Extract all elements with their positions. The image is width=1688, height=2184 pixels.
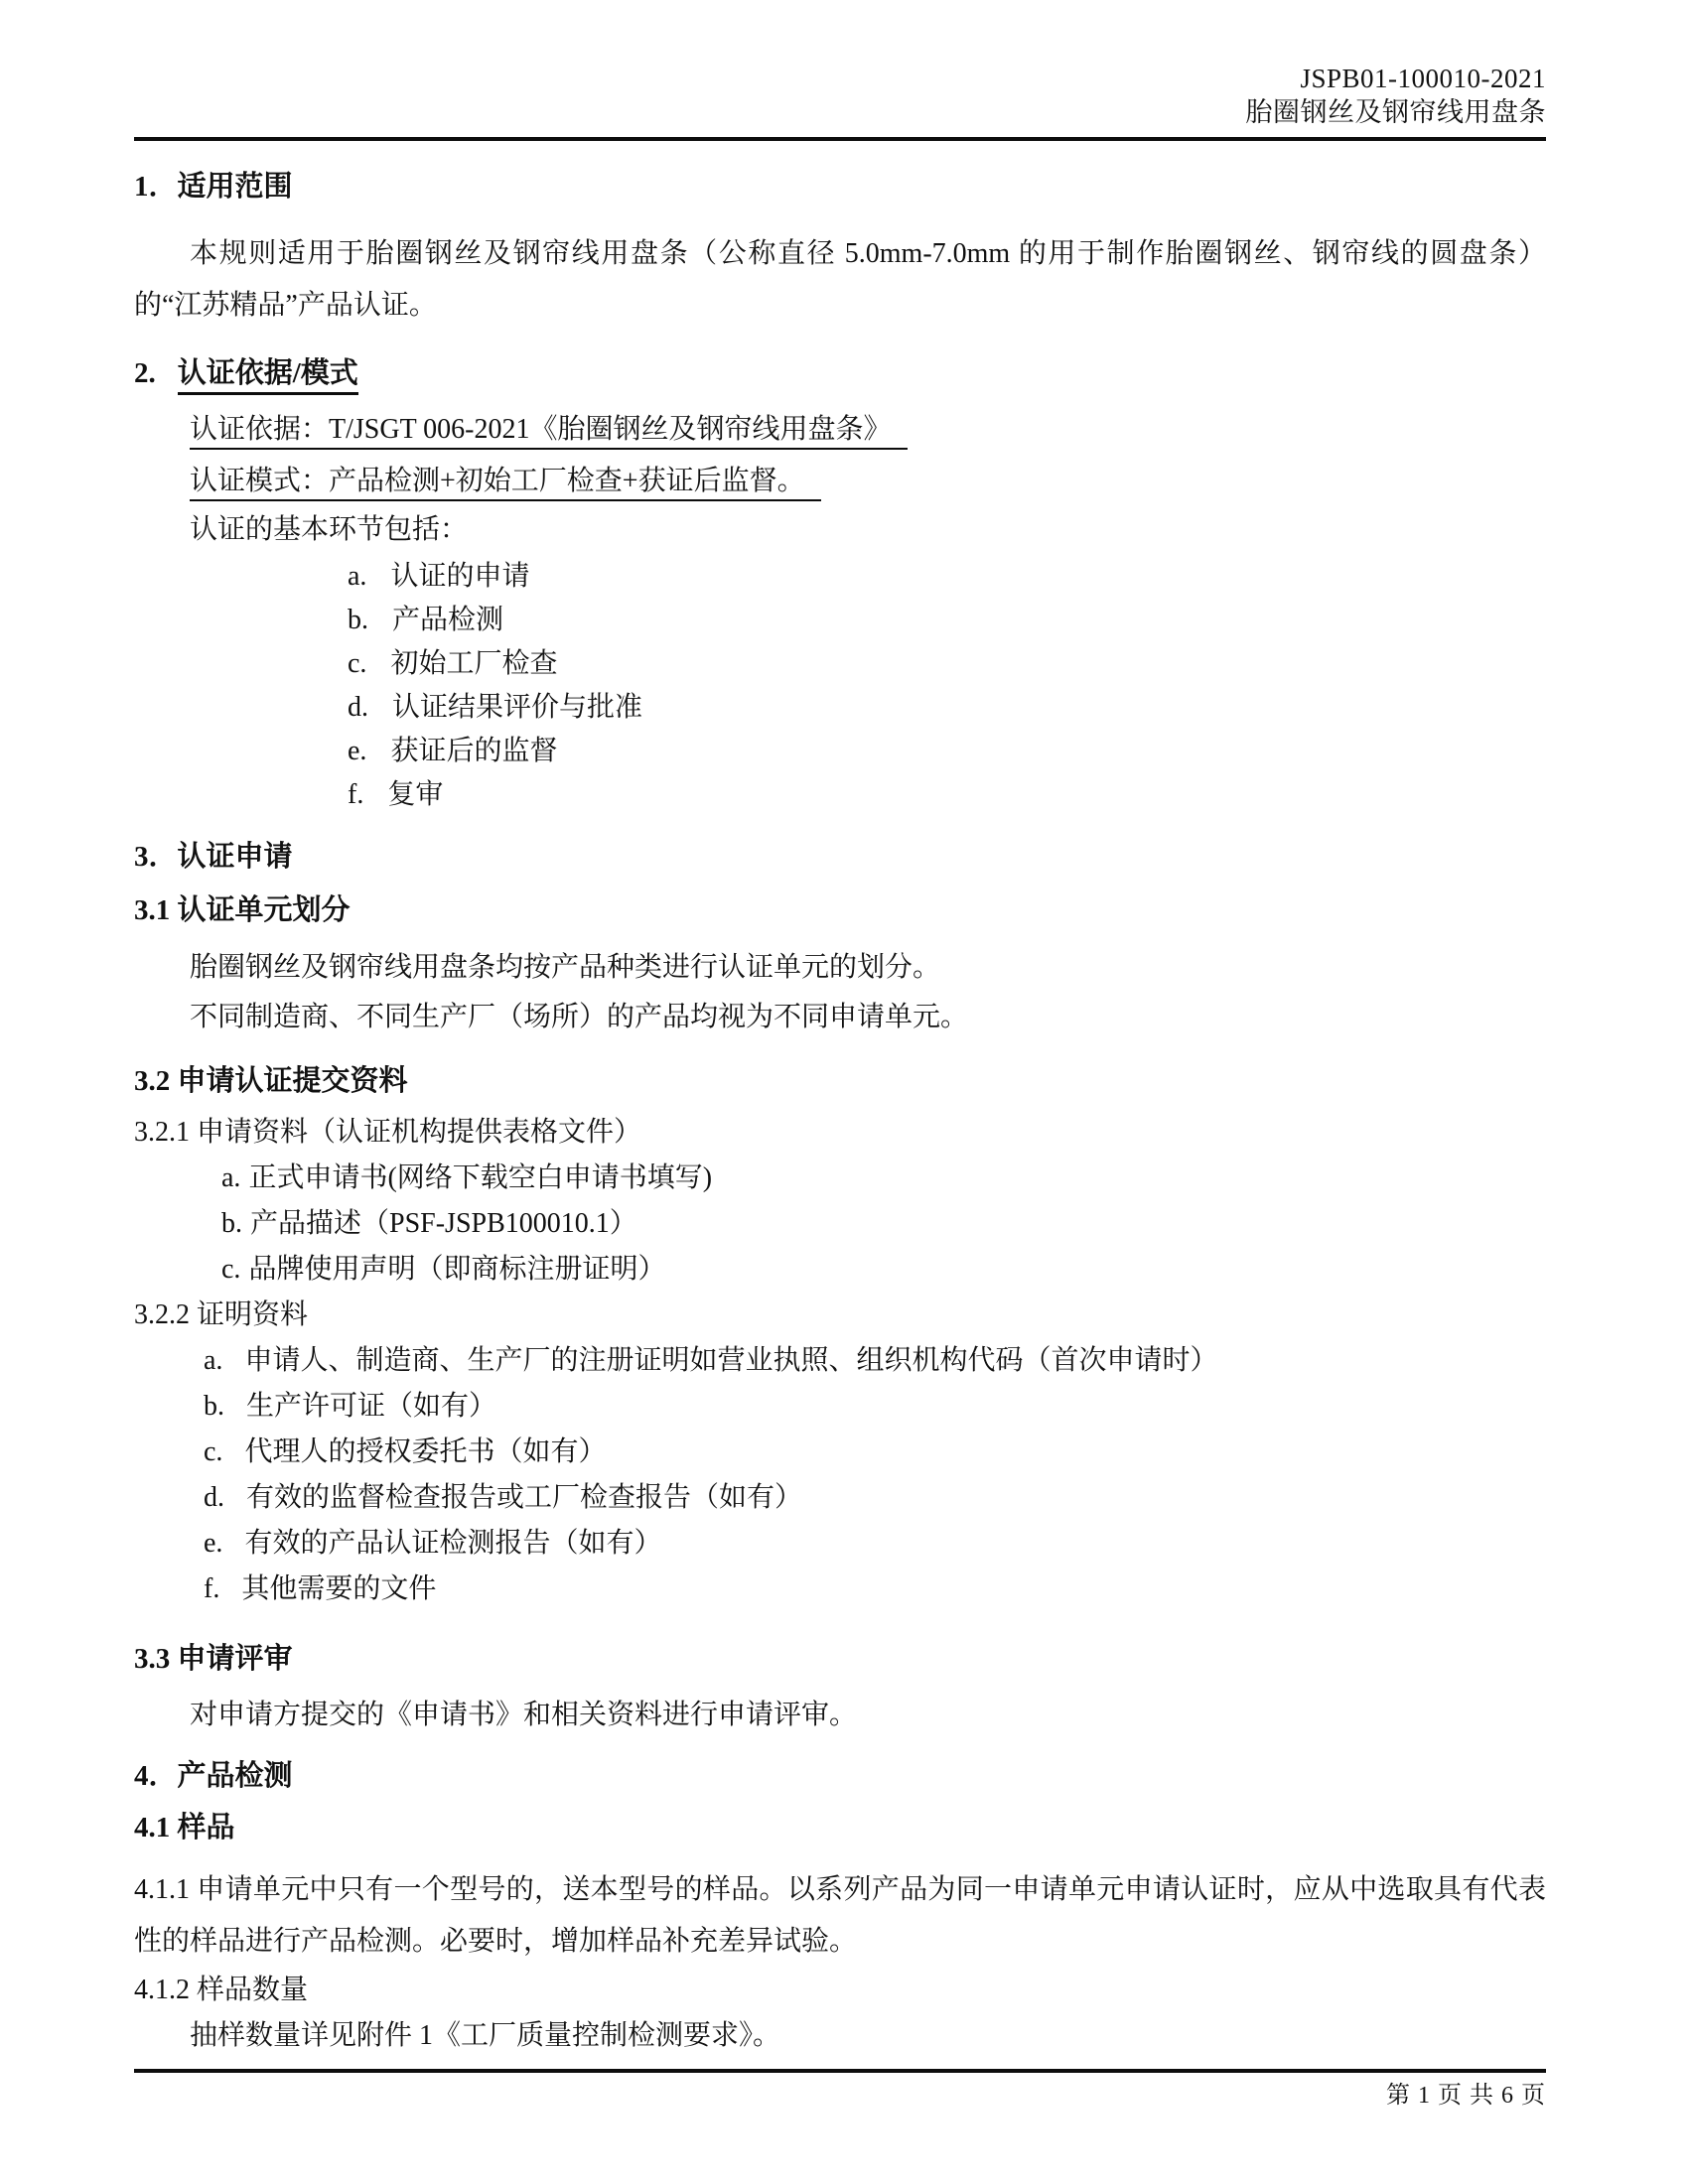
document-header bbox=[134, 0, 1546, 129]
certification-basis-line: 认证依据：T/JSGT 006-2021《胎圈钢丝及钢帘线用盘条》 bbox=[134, 407, 1546, 453]
list-item-step-d: d. 认证结果评价与批准 bbox=[348, 692, 643, 723]
header-rule bbox=[134, 137, 1546, 141]
header-doc-title: 胎圈钢丝及钢帘线用盘条 bbox=[1245, 97, 1546, 127]
list-item-step-e: e. 获证后的监督 bbox=[348, 736, 558, 766]
section-4-1-2-paragraph: 抽样数量详见附件 1《工厂质量控制检测要求》。 bbox=[190, 2020, 781, 2051]
section-3-3-paragraph: 对申请方提交的《申请书》和相关资料进行申请评审。 bbox=[190, 1700, 858, 1730]
section-1-heading: 1．适用范围 bbox=[134, 171, 293, 203]
list-item-step-b: b. 产品检测 bbox=[348, 605, 504, 635]
section-2-number: 2. bbox=[134, 357, 156, 389]
section-4-1-2-heading: 4.1.2 样品数量 bbox=[134, 1975, 309, 2005]
document-footer bbox=[134, 2069, 1546, 2111]
section-2-title: 认证依据/模式 bbox=[178, 357, 358, 395]
list-item-proof-a: a. 申请人、制造商、生产厂的注册证明如营业执照、组织机构代码（首次申请时） bbox=[204, 1345, 1218, 1376]
certification-mode-line: 认证模式：产品检测+初始工厂检查+获证后监督。 bbox=[134, 459, 1546, 504]
section-4-1-1-paragraph: 4.1.1 申请单元中只有一个型号的，送本型号的样品。以系列产品为同一申请单元申请认证时，应从中选取具有代表性的样品进行产品检测。必要时，增加样品补充差异试验。 bbox=[134, 1874, 1546, 1957]
section-1-paragraph: 本规则适用于胎圈钢丝及钢帘线用盘条（公称直径 5.0mm-7.0mm 的用于制作胎圈钢丝、钢帘线的圆盘条）的“江苏精品”产品认证。 bbox=[134, 238, 1546, 321]
list-item-application-a: a. 正式申请书(网络下载空白申请书填写) bbox=[221, 1162, 713, 1193]
list-item-proof-b: b. 生产许可证（如有） bbox=[204, 1391, 497, 1422]
list-item-application-c: c. 品牌使用声明（即商标注册证明） bbox=[221, 1254, 666, 1285]
footer-page-info: 第 1 页 共 6 页 bbox=[1386, 2083, 1546, 2109]
section-2-heading bbox=[134, 351, 1546, 395]
header-doc-number: JSPB01-100010-2021 bbox=[1300, 64, 1546, 93]
list-item-proof-c: c. 代理人的授权委托书（如有） bbox=[204, 1436, 607, 1467]
list-item-step-c: c. 初始工厂检查 bbox=[348, 648, 558, 679]
section-3-1-line2: 不同制造商、不同生产厂（场所）的产品均视为不同申请单元。 bbox=[190, 1002, 969, 1032]
section-3-1-line1: 胎圈钢丝及钢帘线用盘条均按产品种类进行认证单元的划分。 bbox=[190, 952, 941, 983]
list-item-step-a: a. 认证的申请 bbox=[348, 561, 530, 592]
section-3-2-1-heading: 3.2.1 申请资料（认证机构提供表格文件） bbox=[134, 1117, 642, 1148]
footer-rule bbox=[134, 2069, 1546, 2073]
list-item-proof-f: f. 其他需要的文件 bbox=[204, 1573, 437, 1604]
section-3-2-2-heading: 3.2.2 证明资料 bbox=[134, 1299, 309, 1330]
section-4-1-heading: 4.1 样品 bbox=[134, 1812, 235, 1843]
section-3-2-heading: 3.2 申请认证提交资料 bbox=[134, 1065, 408, 1097]
list-item-application-b: b. 产品描述（PSF-JSPB100010.1） bbox=[221, 1208, 637, 1239]
list-item-step-f: f. 复审 bbox=[348, 779, 444, 810]
certification-steps-intro: 认证的基本环节包括： bbox=[190, 514, 469, 545]
section-3-heading: 3．认证申请 bbox=[134, 841, 293, 873]
section-4-heading: 4．产品检测 bbox=[134, 1760, 293, 1792]
section-3-1-heading: 3.1 认证单元划分 bbox=[134, 894, 351, 926]
list-item-proof-e: e. 有效的产品认证检测报告（如有） bbox=[204, 1528, 662, 1559]
document-content bbox=[134, 0, 1546, 2059]
section-3-3-heading: 3.3 申请评审 bbox=[134, 1643, 293, 1675]
list-item-proof-d: d. 有效的监督检查报告或工厂检查报告（如有） bbox=[204, 1482, 803, 1513]
